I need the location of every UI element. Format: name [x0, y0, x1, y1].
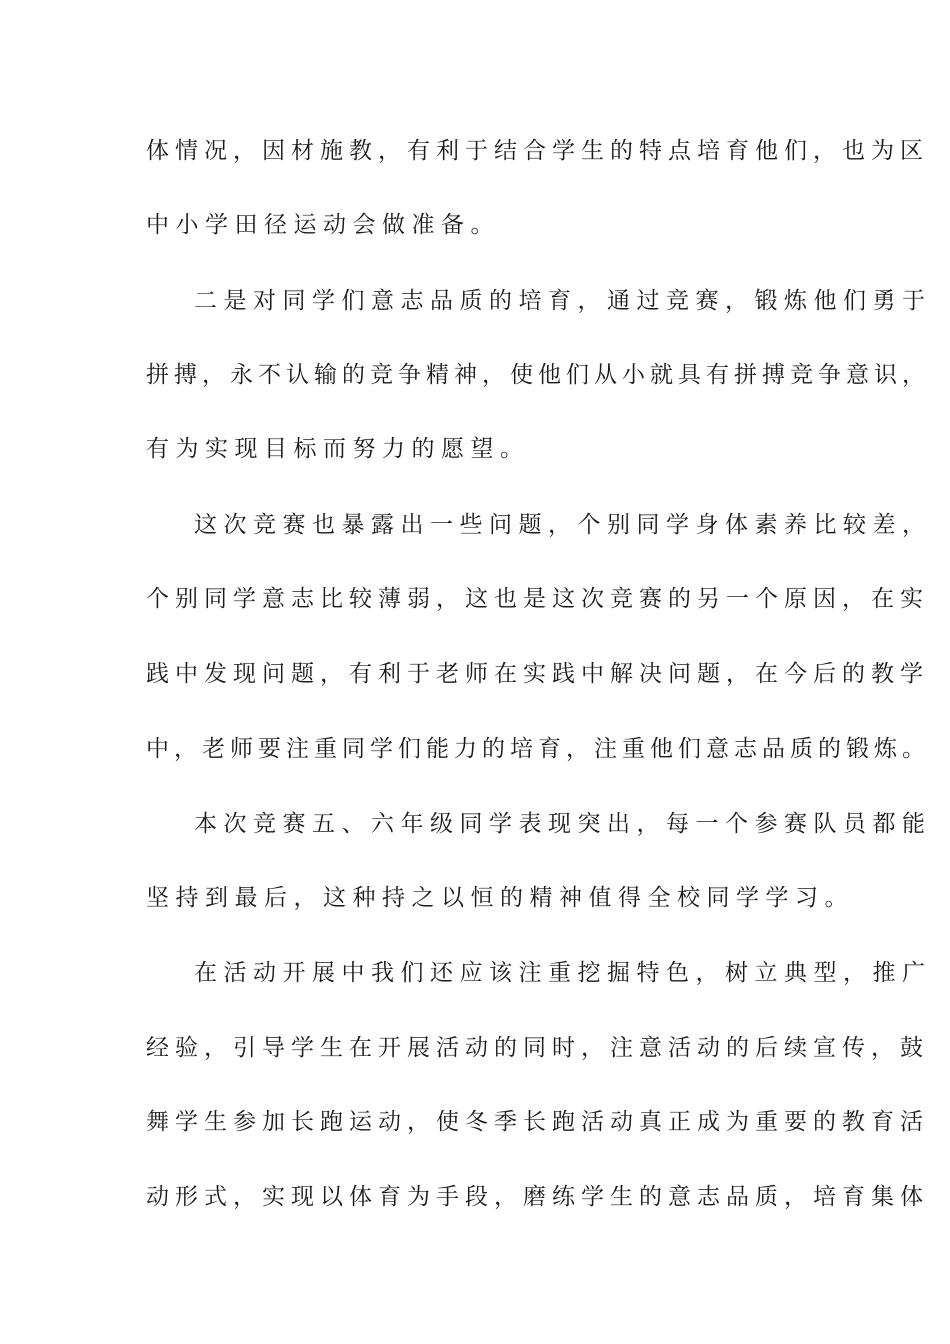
paragraph-first-line: 在活动开展中我们还应该注重挖掘特色，树立典型，推广	[194, 960, 932, 986]
text-line: 坚持到最后，这种持之以恒的精神值得全校同学学习。	[146, 885, 854, 911]
text-line: 动形式，实现以体育为手段，磨练学生的意志品质，培育集体	[146, 1184, 929, 1210]
paragraph-first-line: 这次竞赛也暴露出一些问题，个别同学身体素养比较差，	[194, 512, 932, 538]
text-line: 拼搏，永不认输的竞争精神，使他们从小就具有拼搏竞争意识，	[146, 362, 930, 388]
text-line: 经验，引导学生在开展活动的同时，注意活动的后续宣传，鼓	[146, 1035, 929, 1061]
text-line: 舞学生参加长跑运动，使冬季长跑活动真正成为重要的教育活	[146, 1109, 929, 1135]
text-line: 体情况，因材施教，有利于结合学生的特点培育他们，也为区	[146, 138, 929, 164]
paragraph-first-line: 本次竞赛五、六年级同学表现突出，每一个参赛队员都能	[194, 811, 932, 837]
text-line: 个别同学意志比较薄弱，这也是这次竞赛的另一个原因，在实	[146, 586, 929, 612]
text-line: 中，老师要注重同学们能力的培育，注重他们意志品质的锻炼。	[146, 736, 930, 762]
text-line: 践中发现问题，有利于老师在实践中解决问题，在今后的教学	[146, 661, 929, 687]
text-line: 中小学田径运动会做准备。	[146, 212, 500, 238]
text-line: 有为实现目标而努力的愿望。	[146, 436, 530, 462]
paragraph-first-line: 二是对同学们意志品质的培育，通过竞赛，锻炼他们勇于	[194, 288, 932, 314]
